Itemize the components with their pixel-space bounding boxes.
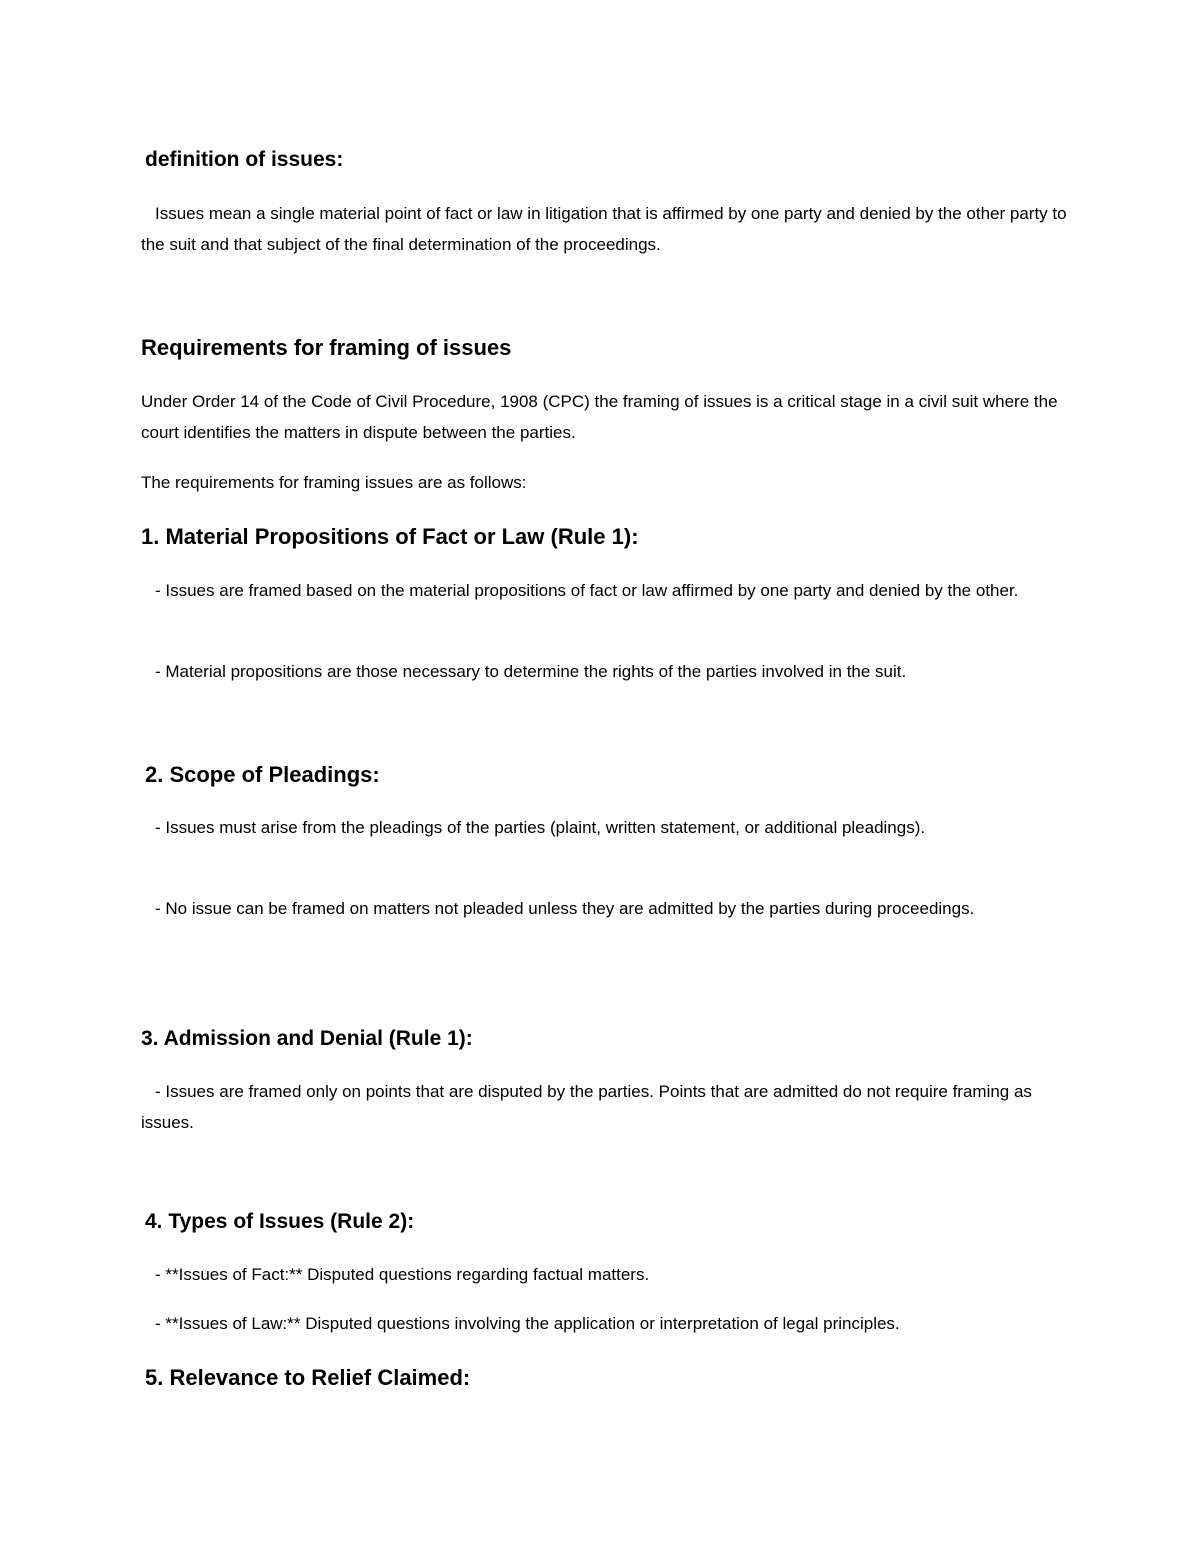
section-2-point-1: - Issues must arise from the pleadings of the parties (plaint, written statement, or additional pleadings). [155,818,926,837]
section-3-point-1: - Issues are framed only on points that are disputed by the parties. Points that are admitted do not require framing as issues. [141,1082,1032,1132]
section-2-point-2: - No issue can be framed on matters not pleaded unless they are admitted by the parties during proceedings. [155,899,975,918]
section-heading-4: 4. Types of Issues (Rule 2): [145,1210,415,1233]
section-heading-3: 3. Admission and Denial (Rule 1): [141,1027,473,1050]
requirements-lead: The requirements for framing issues are as follows: [141,473,527,492]
section-4-point-1: - **Issues of Fact:** Disputed questions regarding factual matters. [155,1265,650,1284]
section-heading-5: 5. Relevance to Relief Claimed: [145,1365,471,1390]
definition-paragraph: Issues mean a single material point of fact or law in litigation that is affirmed by one party and denied by the other party to the suit and that subject of the final determination of the proceedings. [141,204,1067,254]
section-1-point-1: - Issues are framed based on the material propositions of fact or law affirmed by one party and denied by the other. [155,581,1019,600]
requirements-heading: Requirements for framing of issues [141,335,512,360]
section-heading-2: 2. Scope of Pleadings: [145,762,380,787]
intro-paragraph: Under Order 14 of the Code of Civil Procedure, 1908 (CPC) the framing of issues is a critical stage in a civil suit where the court identifies the matters in dispute between the parties. [141,392,1058,442]
section-4-point-2: - **Issues of Law:** Disputed questions involving the application or interpretation of legal principles. [155,1314,900,1333]
section-1-point-2: - Material propositions are those necessary to determine the rights of the parties involved in the suit. [155,662,907,681]
section-heading-1: 1. Material Propositions of Fact or Law (Rule 1): [141,524,639,549]
definition-heading: definition of issues: [145,148,344,171]
